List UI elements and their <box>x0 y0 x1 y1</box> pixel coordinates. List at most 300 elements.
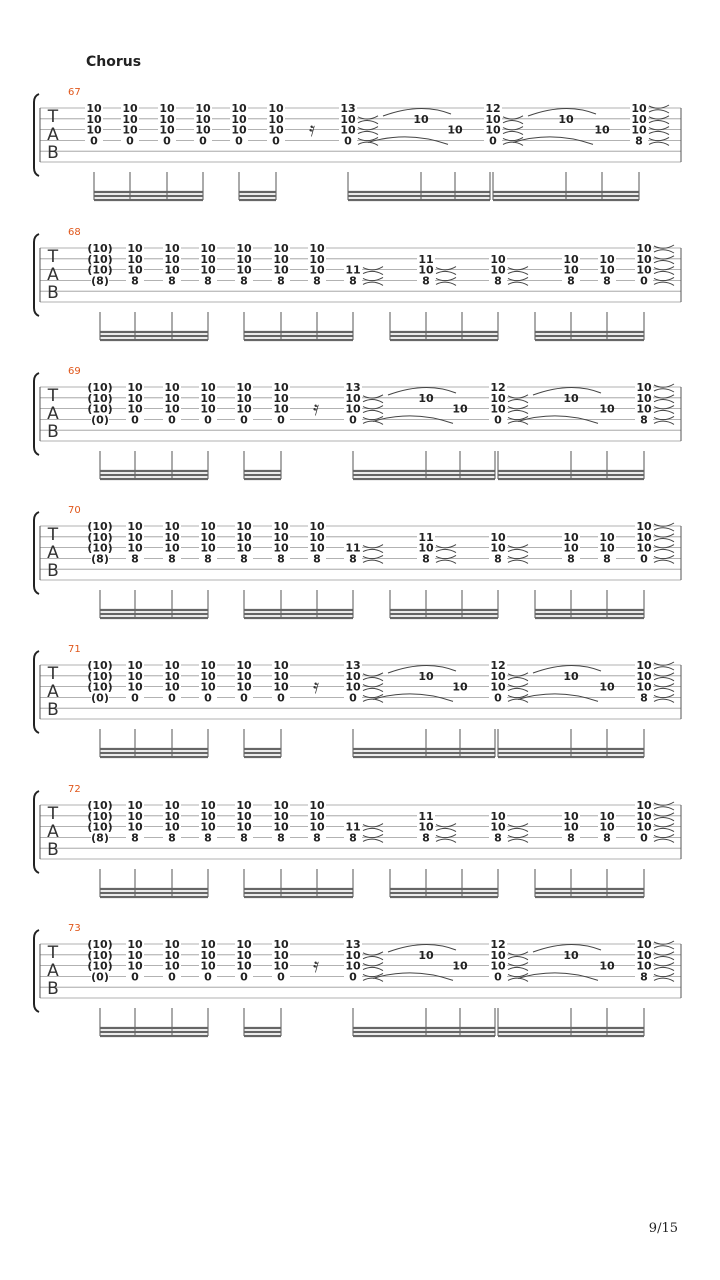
fret-number: 10 <box>413 112 429 126</box>
fret-number: 10 <box>195 102 211 115</box>
fret-number: 0 <box>240 970 248 984</box>
fret-number: 8 <box>603 831 611 845</box>
system-bracket <box>34 791 39 873</box>
fret-number: 10 <box>631 102 647 115</box>
measure-number: 70 <box>68 506 81 516</box>
fret-number: 10 <box>309 263 325 277</box>
fret-number: 10 <box>86 102 102 115</box>
fret-number: 8 <box>131 831 139 845</box>
fret-number: 10 <box>236 669 252 683</box>
fret-number: 10 <box>452 402 468 416</box>
measure-number: 67 <box>68 88 81 98</box>
fret-number: 10 <box>164 541 180 555</box>
fret-number: 0 <box>277 970 285 984</box>
fret-number: 10 <box>309 520 325 533</box>
fret-number: 10 <box>273 809 289 823</box>
fret-number: 10 <box>563 263 579 277</box>
tie-curve <box>436 549 456 552</box>
fret-number: 0 <box>168 691 176 705</box>
tie-curve <box>358 142 378 145</box>
fret-number: 10 <box>309 820 325 834</box>
fret-number: 0 <box>240 413 248 427</box>
fret-number: 10 <box>490 391 506 405</box>
tie-curve <box>363 967 383 970</box>
system-bracket <box>34 512 39 594</box>
fret-number: (10) <box>87 252 113 266</box>
fret-number: 8 <box>168 274 176 288</box>
tab-clef-b: B <box>47 840 59 860</box>
tie-curve <box>508 560 528 563</box>
fret-number: 0 <box>494 691 502 705</box>
fret-number: (10) <box>87 659 113 672</box>
fret-number: 8 <box>422 831 430 845</box>
fret-number: 10 <box>636 402 652 416</box>
fret-number: 10 <box>164 680 180 694</box>
fret-number: 10 <box>159 112 175 126</box>
fret-number: 10 <box>636 809 652 823</box>
fret-number: 0 <box>640 831 648 845</box>
fret-number: 10 <box>164 263 180 277</box>
tie-curve <box>654 667 674 670</box>
fret-number: 10 <box>452 680 468 694</box>
fret-number: 10 <box>273 263 289 277</box>
tie-curve <box>508 688 528 691</box>
fret-number: 10 <box>127 263 143 277</box>
fret-number: 10 <box>636 541 652 555</box>
fret-number: 8 <box>349 831 357 845</box>
fret-number: 8 <box>313 274 321 288</box>
fret-number: 10 <box>200 381 216 394</box>
tab-system-71 <box>0 645 720 775</box>
fret-number: 10 <box>563 948 579 962</box>
fret-number: 10 <box>631 123 647 137</box>
fret-number: (10) <box>87 669 113 683</box>
fret-number: 10 <box>236 381 252 394</box>
fret-number: 10 <box>127 669 143 683</box>
fret-number: 0 <box>240 691 248 705</box>
tab-clef-a: A <box>47 404 59 424</box>
fret-number: 10 <box>164 381 180 394</box>
fret-number: 0 <box>640 274 648 288</box>
fret-number: 10 <box>485 123 501 137</box>
fret-number: (10) <box>87 530 113 544</box>
fret-number: 10 <box>236 263 252 277</box>
fret-number: 10 <box>636 680 652 694</box>
tie-curve <box>654 250 674 253</box>
fret-number: 10 <box>563 541 579 555</box>
fret-number: (10) <box>87 520 113 533</box>
tab-staff-svg <box>0 228 720 358</box>
fret-number: 10 <box>159 102 175 115</box>
tie-curve <box>649 121 669 124</box>
fret-number: 8 <box>204 274 212 288</box>
tie-curve <box>654 957 674 960</box>
fret-number: 10 <box>490 680 506 694</box>
fret-number: 10 <box>127 520 143 533</box>
fret-number: 10 <box>273 669 289 683</box>
tie-curve <box>363 678 383 681</box>
fret-number: 0 <box>494 970 502 984</box>
fret-number: 8 <box>240 831 248 845</box>
fret-number: (10) <box>87 938 113 951</box>
fret-number: 10 <box>86 123 102 137</box>
tie-curve <box>654 818 674 821</box>
tab-clef-t: T <box>47 525 59 545</box>
tie-curve <box>654 421 674 424</box>
tab-clef-t: T <box>47 247 59 267</box>
fret-number: 10 <box>273 948 289 962</box>
tie-curve <box>508 699 528 702</box>
fret-number: 10 <box>236 680 252 694</box>
fret-number: (10) <box>87 809 113 823</box>
fret-number: 0 <box>131 691 139 705</box>
fret-number: 10 <box>345 402 361 416</box>
fret-number: 0 <box>163 134 171 148</box>
fret-number: 10 <box>309 799 325 812</box>
tie-curve <box>508 678 528 681</box>
tab-clef-t: T <box>47 943 59 963</box>
fret-number: 10 <box>122 112 138 126</box>
tie-curve <box>503 121 523 124</box>
fret-number: 8 <box>313 552 321 566</box>
fret-number: 8 <box>422 274 430 288</box>
tie-curve <box>363 421 383 424</box>
tab-clef-a: A <box>47 822 59 842</box>
tie-curve <box>508 400 528 403</box>
fret-number: 10 <box>447 123 463 137</box>
fret-number: 8 <box>494 831 502 845</box>
fret-number: 8 <box>204 831 212 845</box>
fret-number: 10 <box>636 820 652 834</box>
fret-number: 0 <box>344 134 352 148</box>
fret-number: 10 <box>273 938 289 951</box>
tab-system-72 <box>0 785 720 915</box>
fret-number: 10 <box>200 959 216 973</box>
fret-number: 8 <box>168 831 176 845</box>
tie-curve <box>436 282 456 285</box>
fret-number: 10 <box>200 809 216 823</box>
fret-number: 10 <box>200 530 216 544</box>
tie-curve <box>363 978 383 981</box>
fret-number: 10 <box>127 381 143 394</box>
tab-system-69 <box>0 367 720 497</box>
fret-number: 10 <box>195 123 211 137</box>
tie-curve <box>654 261 674 264</box>
fret-number: 10 <box>268 123 284 137</box>
tie-curve <box>363 957 383 960</box>
fret-number: 10 <box>127 799 143 812</box>
tab-clef-b: B <box>47 422 59 442</box>
fret-number: 10 <box>418 669 434 683</box>
fret-number: 10 <box>164 242 180 255</box>
fret-number: 8 <box>603 552 611 566</box>
tie-curve <box>503 142 523 145</box>
fret-number: (10) <box>87 402 113 416</box>
tab-clef-b: B <box>47 143 59 163</box>
tie-curve <box>654 828 674 831</box>
fret-number: 10 <box>236 659 252 672</box>
fret-number: 10 <box>599 541 615 555</box>
fret-number: 0 <box>199 134 207 148</box>
fret-number: 8 <box>168 552 176 566</box>
rest-symbol: 𝄿 <box>312 953 320 977</box>
fret-number: 0 <box>204 970 212 984</box>
fret-number: 8 <box>640 413 648 427</box>
fret-number: 10 <box>127 809 143 823</box>
fret-number: 10 <box>236 530 252 544</box>
fret-number: 10 <box>636 938 652 951</box>
fret-number: 10 <box>164 809 180 823</box>
tie-curve <box>654 699 674 702</box>
fret-number: 0 <box>349 691 357 705</box>
tab-staff-svg <box>0 924 720 1054</box>
fret-number: 10 <box>273 391 289 405</box>
tie-curve <box>654 400 674 403</box>
tab-clef-t: T <box>47 804 59 824</box>
fret-number: (10) <box>87 948 113 962</box>
tie-curve <box>503 131 523 134</box>
measure-number: 73 <box>68 924 81 934</box>
fret-number: 11 <box>418 809 434 823</box>
fret-number: 10 <box>273 659 289 672</box>
fret-number: 10 <box>236 948 252 962</box>
fret-number: 10 <box>200 820 216 834</box>
fret-number: 10 <box>273 381 289 394</box>
fret-number: 0 <box>204 413 212 427</box>
tie-curve <box>654 528 674 531</box>
fret-number: 10 <box>164 669 180 683</box>
fret-number: 10 <box>268 102 284 115</box>
fret-number: 10 <box>273 402 289 416</box>
measure-number: 68 <box>68 228 81 238</box>
fret-number: 10 <box>122 123 138 137</box>
fret-number: 10 <box>599 263 615 277</box>
tie-curve <box>654 282 674 285</box>
fret-number: 10 <box>200 252 216 266</box>
fret-number: 10 <box>340 112 356 126</box>
fret-number: 12 <box>490 659 506 672</box>
tie-curve <box>363 839 383 842</box>
tab-clef-t: T <box>47 107 59 127</box>
fret-number: 0 <box>640 552 648 566</box>
rest-symbol: 𝄿 <box>308 117 316 141</box>
tie-curve <box>654 807 674 810</box>
tie-curve <box>363 400 383 403</box>
fret-number: 10 <box>345 680 361 694</box>
fret-number: 10 <box>563 669 579 683</box>
tie-curve <box>363 410 383 413</box>
fret-number: 10 <box>636 263 652 277</box>
fret-number: 10 <box>273 530 289 544</box>
fret-number: 10 <box>309 809 325 823</box>
tab-clef-b: B <box>47 979 59 999</box>
fret-number: 10 <box>195 112 211 126</box>
tie-curve <box>508 978 528 981</box>
measure-number: 69 <box>68 367 81 377</box>
fret-number: 10 <box>127 391 143 405</box>
fret-number: 10 <box>340 123 356 137</box>
fret-number: 10 <box>236 809 252 823</box>
fret-number: 10 <box>490 530 506 544</box>
fret-number: 10 <box>127 530 143 544</box>
fret-number: 0 <box>126 134 134 148</box>
fret-number: 10 <box>490 820 506 834</box>
fret-number: 10 <box>418 263 434 277</box>
tab-system-70 <box>0 506 720 636</box>
fret-number: 10 <box>236 799 252 812</box>
fret-number: (10) <box>87 391 113 405</box>
tie-curve <box>654 539 674 542</box>
fret-number: 8 <box>204 552 212 566</box>
tie-curve <box>508 957 528 960</box>
fret-number: 10 <box>164 799 180 812</box>
fret-number: 10 <box>345 948 361 962</box>
tab-staff-svg <box>0 88 720 218</box>
fret-number: 10 <box>231 112 247 126</box>
fret-number: 0 <box>90 134 98 148</box>
tie-curve <box>436 271 456 274</box>
tie-curve <box>654 271 674 274</box>
fret-number: 10 <box>490 402 506 416</box>
fret-number: 8 <box>640 691 648 705</box>
fret-number: 8 <box>131 552 139 566</box>
fret-number: 10 <box>231 102 247 115</box>
fret-number: 10 <box>200 659 216 672</box>
tie-curve <box>654 410 674 413</box>
fret-number: 10 <box>485 112 501 126</box>
fret-number: 10 <box>164 402 180 416</box>
fret-number: 10 <box>200 263 216 277</box>
tie-curve <box>654 946 674 949</box>
fret-number: 12 <box>485 102 501 115</box>
fret-number: (10) <box>87 381 113 394</box>
fret-number: 13 <box>340 102 356 115</box>
fret-number: 10 <box>309 252 325 266</box>
fret-number: 11 <box>418 530 434 544</box>
fret-number: 8 <box>349 552 357 566</box>
fret-number: 10 <box>563 809 579 823</box>
tie-curve <box>363 560 383 563</box>
fret-number: 11 <box>345 541 361 555</box>
fret-number: 10 <box>164 820 180 834</box>
fret-number: 10 <box>200 680 216 694</box>
fret-number: 10 <box>236 959 252 973</box>
fret-number: 8 <box>240 274 248 288</box>
tie-curve <box>654 389 674 392</box>
fret-number: 10 <box>273 959 289 973</box>
fret-number: 10 <box>200 669 216 683</box>
fret-number: (10) <box>87 799 113 812</box>
tab-clef-t: T <box>47 664 59 684</box>
fret-number: 10 <box>86 112 102 126</box>
fret-number: 10 <box>164 659 180 672</box>
tie-curve <box>358 131 378 134</box>
fret-number: 0 <box>349 413 357 427</box>
tie-curve <box>508 421 528 424</box>
fret-number: 10 <box>345 669 361 683</box>
fret-number: 10 <box>599 820 615 834</box>
fret-number: 10 <box>563 820 579 834</box>
fret-number: 10 <box>236 402 252 416</box>
tab-clef-a: A <box>47 265 59 285</box>
fret-number: 10 <box>200 402 216 416</box>
fret-number: 10 <box>599 809 615 823</box>
fret-number: 10 <box>200 520 216 533</box>
fret-number: 10 <box>273 820 289 834</box>
fret-number: 0 <box>204 691 212 705</box>
fret-number: 8 <box>313 831 321 845</box>
fret-number: 8 <box>567 552 575 566</box>
tie-curve <box>654 549 674 552</box>
fret-number: 0 <box>489 134 497 148</box>
tab-system-68 <box>0 228 720 358</box>
fret-number: 10 <box>127 242 143 255</box>
fret-number: 10 <box>127 959 143 973</box>
fret-number: (10) <box>87 263 113 277</box>
tab-clef-a: A <box>47 125 59 145</box>
tie-curve <box>654 678 674 681</box>
fret-number: 10 <box>164 530 180 544</box>
fret-number: 10 <box>309 242 325 255</box>
fret-number: 10 <box>164 938 180 951</box>
fret-number: 10 <box>490 669 506 683</box>
tab-staff-svg <box>0 645 720 775</box>
fret-number: 10 <box>636 659 652 672</box>
tab-clef-a: A <box>47 682 59 702</box>
fret-number: (10) <box>87 242 113 255</box>
fret-number: 8 <box>349 274 357 288</box>
fret-number: (8) <box>91 552 109 566</box>
fret-number: 8 <box>494 274 502 288</box>
rest-symbol: 𝄿 <box>312 396 320 420</box>
fret-number: 10 <box>236 520 252 533</box>
fret-number: 8 <box>277 552 285 566</box>
fret-number: 10 <box>636 252 652 266</box>
fret-number: 10 <box>122 102 138 115</box>
fret-number: 8 <box>567 831 575 845</box>
fret-number: 10 <box>490 541 506 555</box>
system-bracket <box>34 94 39 176</box>
tie-curve <box>363 828 383 831</box>
fret-number: 10 <box>127 252 143 266</box>
tie-curve <box>436 839 456 842</box>
tab-clef-b: B <box>47 700 59 720</box>
fret-number: 10 <box>636 948 652 962</box>
tie-curve <box>363 271 383 274</box>
fret-number: 10 <box>594 123 610 137</box>
fret-number: 0 <box>272 134 280 148</box>
fret-number: 10 <box>558 112 574 126</box>
tie-curve <box>363 688 383 691</box>
tie-curve <box>436 560 456 563</box>
fret-number: 10 <box>236 391 252 405</box>
fret-number: 8 <box>131 274 139 288</box>
fret-number: 10 <box>164 391 180 405</box>
fret-number: 10 <box>631 112 647 126</box>
fret-number: (10) <box>87 820 113 834</box>
fret-number: 0 <box>131 413 139 427</box>
fret-number: 0 <box>235 134 243 148</box>
fret-number: 10 <box>599 530 615 544</box>
tab-clef-a: A <box>47 961 59 981</box>
fret-number: 10 <box>418 541 434 555</box>
fret-number: 8 <box>277 274 285 288</box>
tab-clef-t: T <box>47 386 59 406</box>
fret-number: 0 <box>277 691 285 705</box>
fret-number: 10 <box>490 252 506 266</box>
fret-number: 10 <box>127 659 143 672</box>
fret-number: 10 <box>490 959 506 973</box>
